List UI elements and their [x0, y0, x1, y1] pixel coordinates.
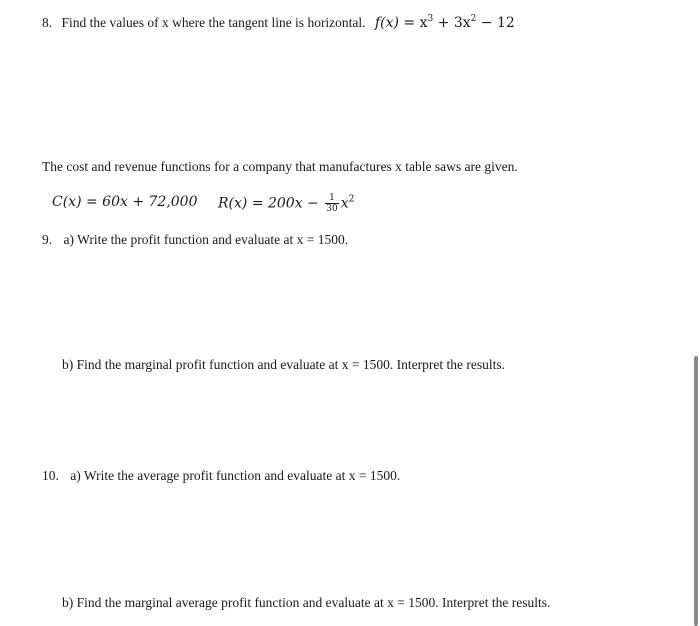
question-text: a) Write the profit function and evaluate at x = 1500.: [63, 232, 349, 247]
question-number: 9.: [42, 232, 53, 247]
scrollbar[interactable]: [694, 356, 698, 626]
fraction-numerator: 1: [325, 193, 338, 204]
revenue-function: [218, 193, 354, 214]
revenue-var: x: [340, 195, 349, 212]
fraction: [325, 193, 338, 214]
question-number: 8.: [42, 15, 53, 30]
function-mid: + 3x: [433, 15, 471, 31]
revenue-lhs: R(x) = 200x −: [218, 195, 324, 212]
cost-expression: C(x) = 60x + 72,000: [52, 194, 198, 210]
question-9b: b) Find the marginal profit function and evaluate at x = 1500. Interpret the results.: [62, 357, 505, 372]
exponent: 2: [470, 14, 477, 24]
fraction-denominator: 30: [326, 204, 338, 214]
question-10a: [42, 467, 400, 485]
question-number: 10.: [42, 468, 59, 483]
function-eq: = x: [398, 15, 428, 31]
exponent: 3: [427, 14, 434, 24]
function-tail: − 12: [476, 15, 515, 31]
function-expression: [375, 15, 515, 31]
exponent: 2: [348, 194, 355, 205]
intro-text: The cost and revenue functions for a company that manufactures x table saws are given.: [42, 159, 518, 174]
question-9a: [42, 231, 348, 249]
question-8: [42, 14, 515, 32]
question-text: Find the values of x where the tangent line is horizontal.: [61, 15, 366, 30]
question-10b: b) Find the marginal average profit function and evaluate at x = 1500. Interpret the results.: [62, 595, 551, 610]
cost-function: [52, 193, 198, 211]
question-text: a) Write the average profit function and evaluate at x = 1500.: [70, 468, 401, 483]
function-lhs: f(x): [374, 15, 399, 31]
